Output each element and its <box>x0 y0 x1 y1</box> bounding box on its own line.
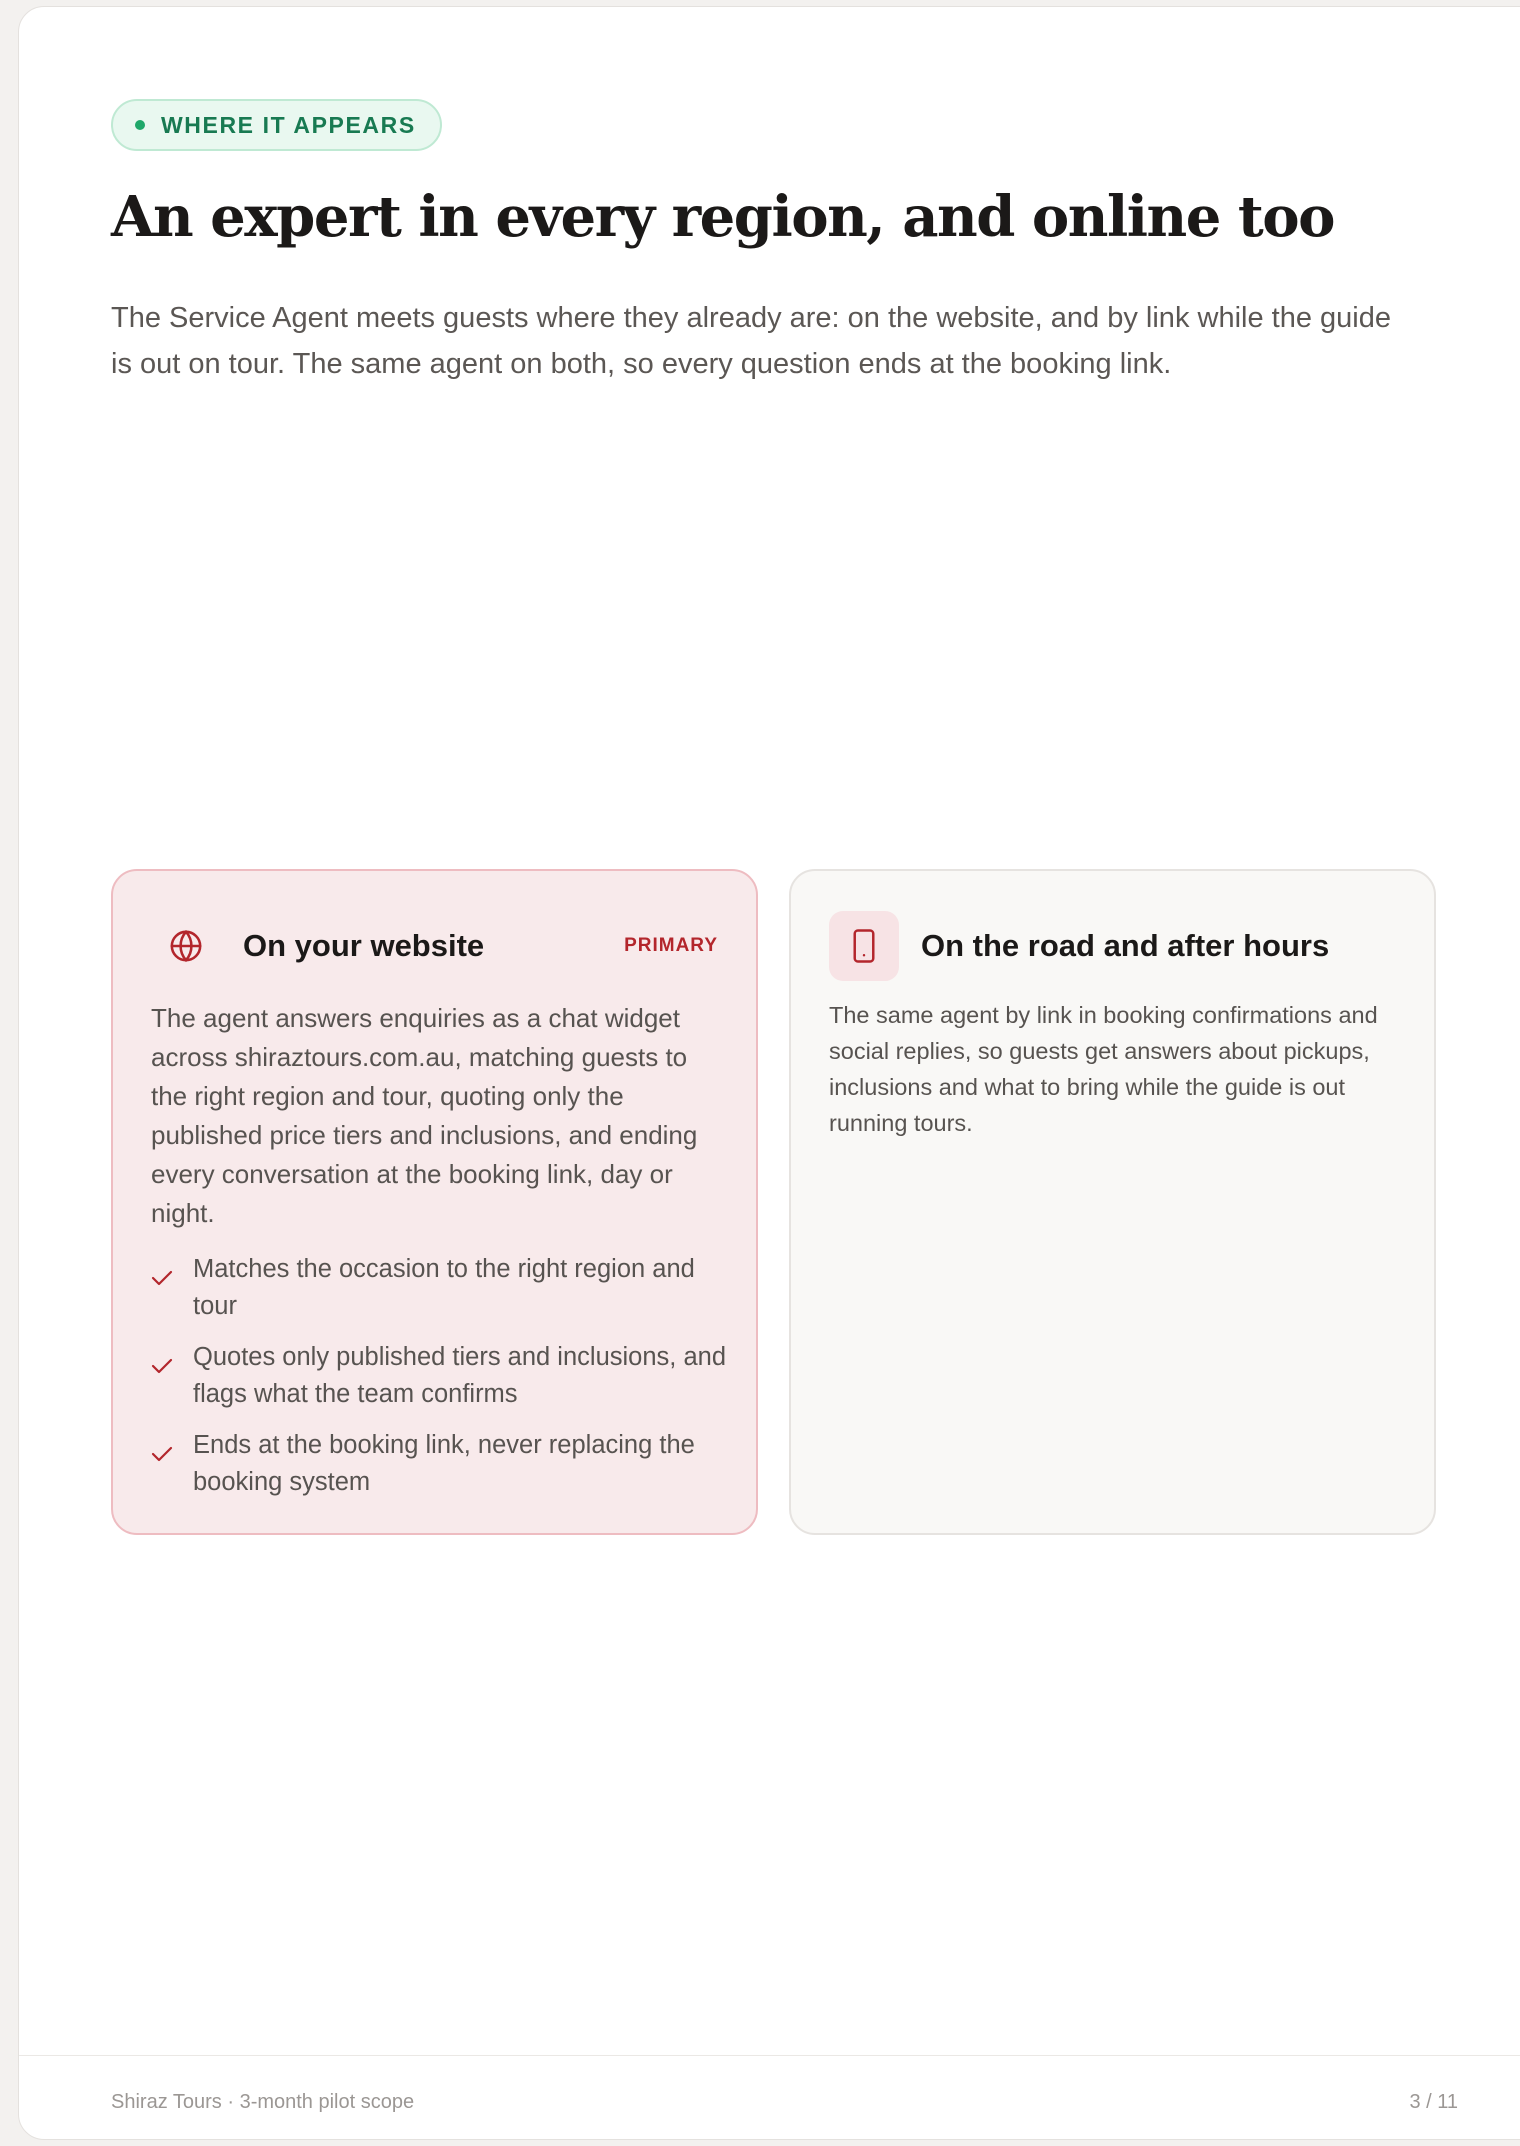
checklist-item-text: Matches the occasion to the right region and tour <box>193 1255 695 1320</box>
website-card-header <box>151 911 718 981</box>
checklist-item <box>151 1339 726 1413</box>
website-card-title: On your website <box>243 928 485 963</box>
footer-divider <box>19 2055 1520 2056</box>
on-the-road-card-title: On the road and after hours <box>921 928 1330 963</box>
page-title: An expert in every region, and online too <box>111 184 1334 250</box>
phone-icon <box>829 911 899 981</box>
footer-caption: Shiraz Tours · 3-month pilot scope <box>111 2091 415 2113</box>
on-the-road-card-body: The same agent by link in booking confirmations and social replies, so guests get answers about pickups, inclusions and what to bring while the guide is out running tours. <box>829 1002 1378 1136</box>
intro-paragraph: The Service Agent meets guests where they already are: on the website, and by link while the guide is out on tour. The same agent on both, so every question ends at the booking link. <box>111 302 1391 380</box>
website-card-checklist <box>151 1251 726 1515</box>
on-the-road-card-header <box>829 911 1396 981</box>
eyebrow-label: WHERE IT APPEARS <box>161 111 416 138</box>
page-number: 3 / 11 <box>1409 2091 1458 2113</box>
checklist-item-text: Quotes only published tiers and inclusions, and flags what the team confirms <box>193 1343 726 1408</box>
website-card <box>111 869 758 1535</box>
primary-badge: PRIMARY <box>624 935 718 956</box>
website-card-body: The agent answers enquiries as a chat widget across shiraztours.com.au, matching guests to the right region and tour, quoting only the published price tiers and inclusions, and ending every conversation at the booking link, day or night. <box>151 1003 698 1228</box>
checklist-item <box>151 1251 726 1325</box>
section-eyebrow <box>111 99 442 151</box>
eyebrow-dot-icon <box>135 120 145 130</box>
check-icon <box>151 1427 193 1474</box>
checklist-item <box>151 1427 726 1501</box>
checklist-item-text: Ends at the booking link, never replacing the booking system <box>193 1431 695 1496</box>
check-icon <box>151 1339 193 1386</box>
check-icon <box>151 1251 193 1298</box>
slide-page <box>18 6 1520 2140</box>
on-the-road-card <box>789 869 1436 1535</box>
globe-icon <box>151 911 221 981</box>
